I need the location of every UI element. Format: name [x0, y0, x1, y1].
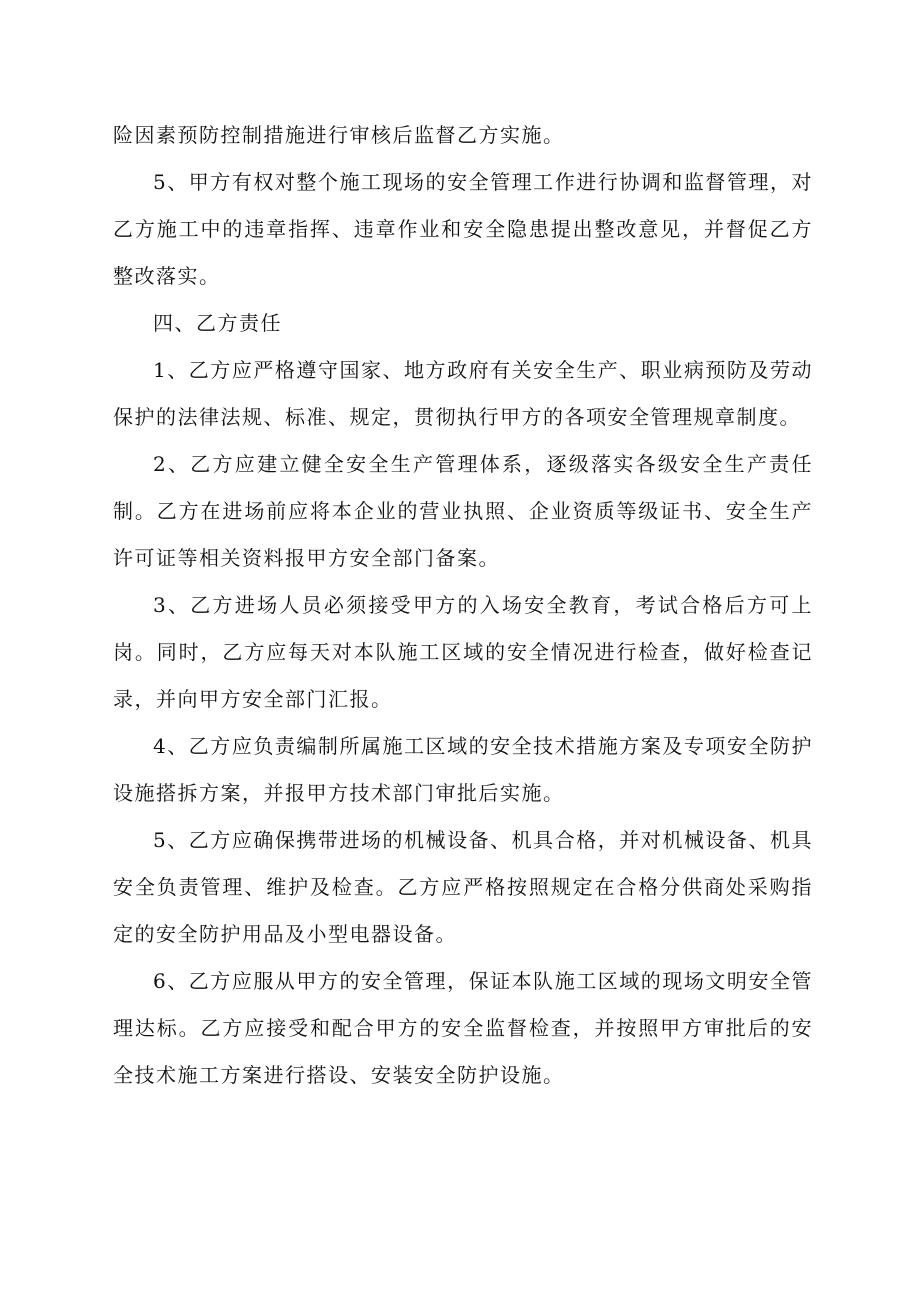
paragraph-continuation: 险因素预防控制措施进行审核后监督乙方实施。 [113, 123, 565, 147]
paragraph-party-b-item-4: 4、乙方应负责编制所属施工区域的安全技术措施方案及专项安全防护设施搭拆方案，并报甲方技术部门审批后实施。 [113, 734, 813, 805]
paragraph-party-b-item-1: 1、乙方应严格遵守国家、地方政府有关安全生产、职业病预防及劳动保护的法律法规、标准、规定，贯彻执行甲方的各项安全管理规章制度。 [113, 358, 813, 429]
document-body [113, 112, 813, 1099]
paragraph-party-b-item-5: 5、乙方应确保携带进场的机械设备、机具合格，并对机械设备、机具安全负责管理、维护及检查。乙方应严格按照规定在合格分供商处采购指定的安全防护用品及小型电器设备。 [113, 828, 813, 946]
section-heading-party-b-responsibilities: 四、乙方责任 [153, 311, 282, 335]
paragraph-party-b-item-6: 6、乙方应服从甲方的安全管理，保证本队施工区域的现场文明安全管理达标。乙方应接受和配合甲方的安全监督检查，并按照甲方审批后的安全技术施工方案进行搭设、安装安全防护设施。 [113, 969, 813, 1087]
paragraph-party-b-item-3: 3、乙方进场人员必须接受甲方的入场安全教育，考试合格后方可上岗。同时，乙方应每天对本队施工区域的安全情况进行检查，做好检查记录，并向甲方安全部门汇报。 [113, 593, 813, 711]
paragraph-party-b-item-2: 2、乙方应建立健全安全生产管理体系，逐级落实各级安全生产责任制。乙方在进场前应将本企业的营业执照、企业资质等级证书、安全生产许可证等相关资料报甲方安全部门备案。 [113, 452, 813, 570]
paragraph-party-a-item-5: 5、甲方有权对整个施工现场的安全管理工作进行协调和监督管理，对乙方施工中的违章指挥、违章作业和安全隐患提出整改意见，并督促乙方整改落实。 [113, 170, 813, 288]
